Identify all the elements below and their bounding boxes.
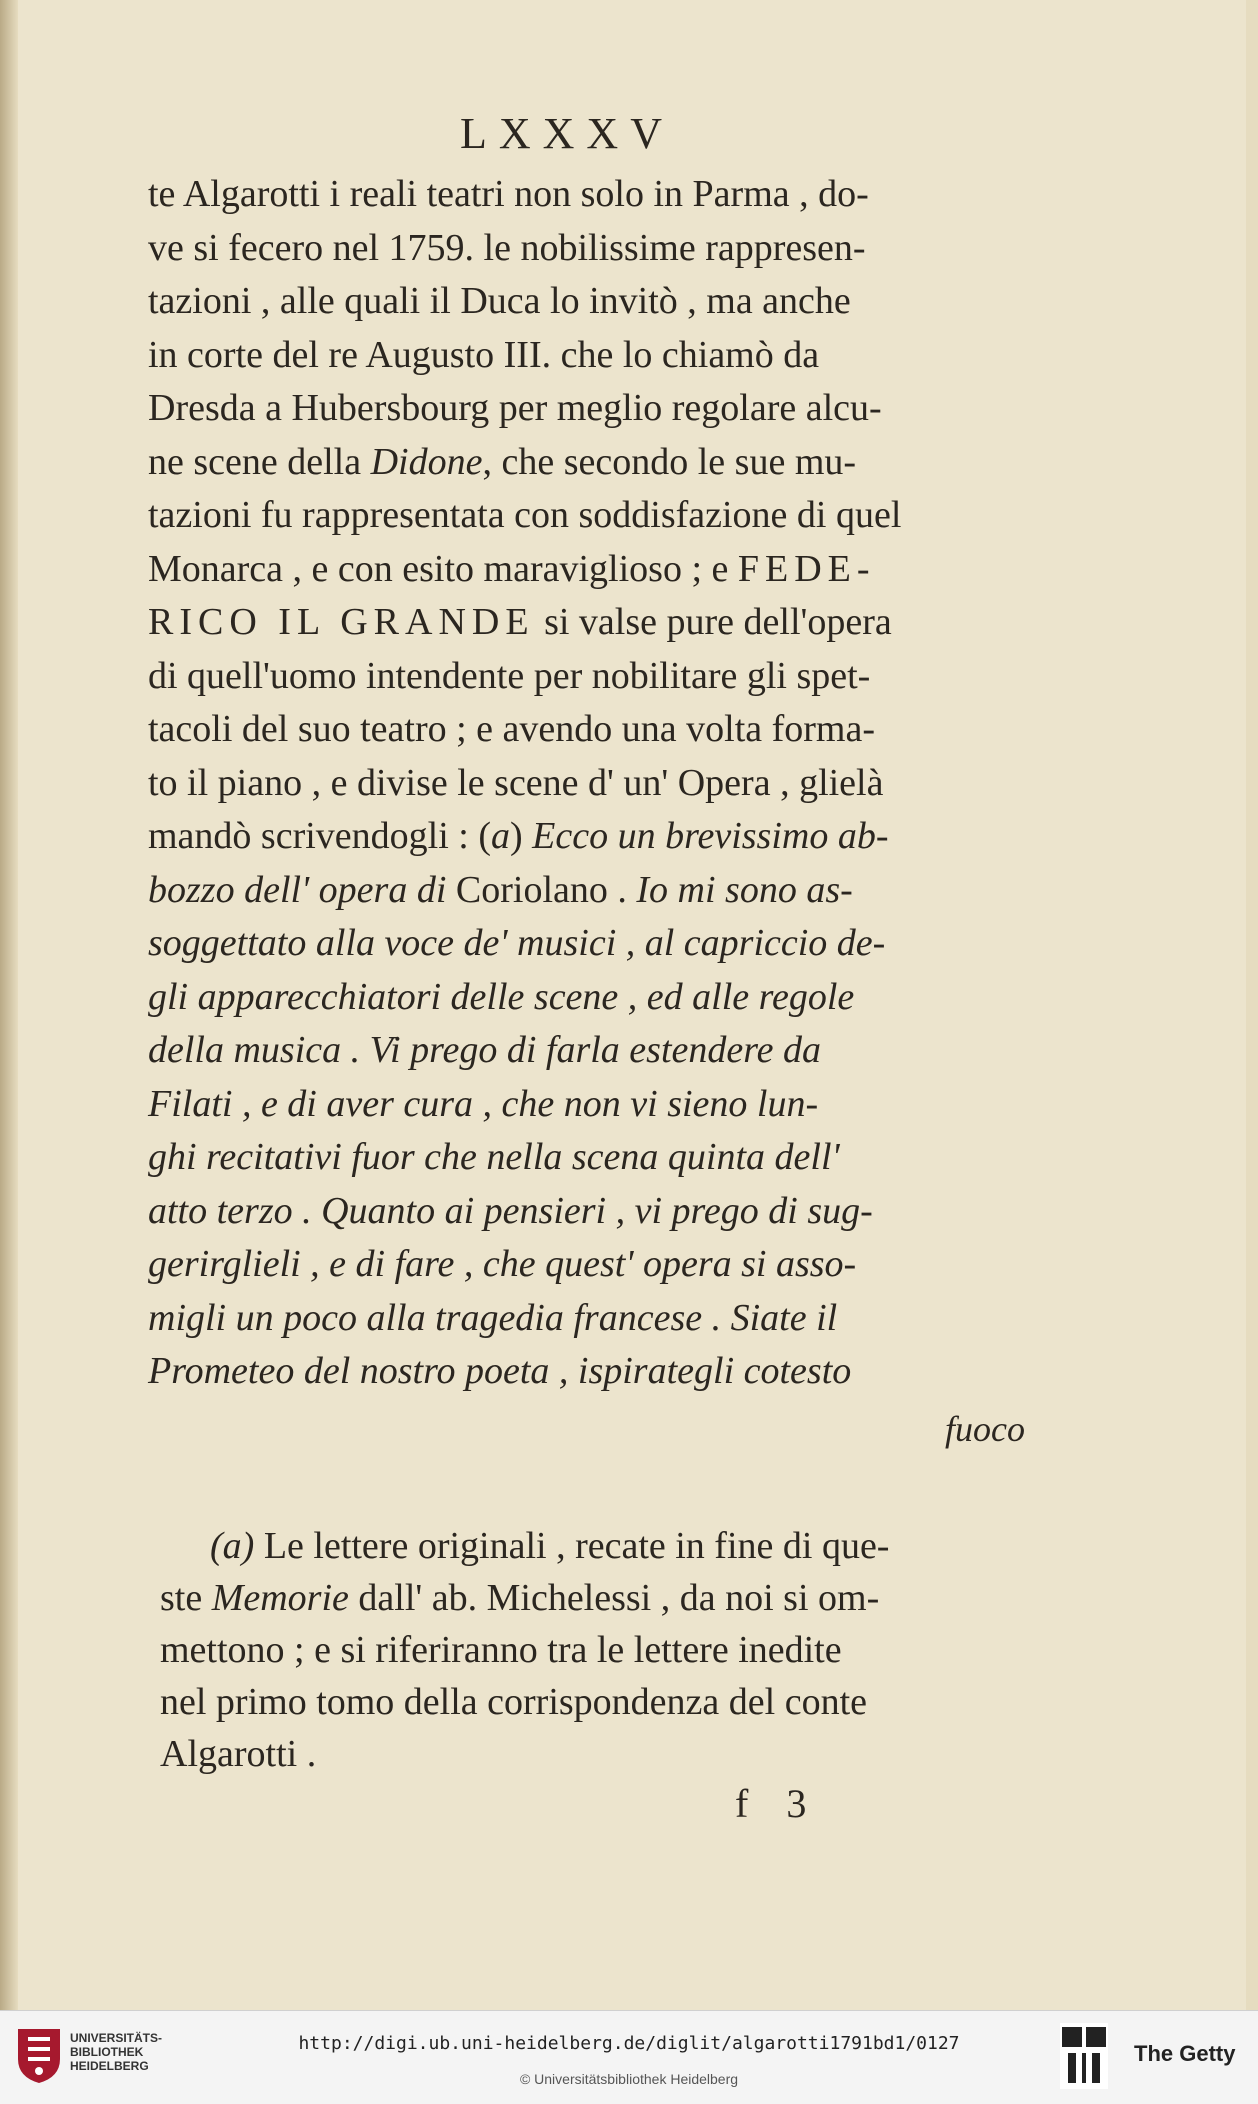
text-line: tacoli del suo teatro ; e avendo una volta forma- [148, 708, 876, 750]
footnote-line: (a) Le lettere originali , recate in fine di que- [210, 1525, 890, 1567]
signature-mark: f 3 [735, 1781, 821, 1826]
text-line: mandò scrivendogli : (a) Ecco un brevissimo ab- [148, 815, 889, 857]
text-line: ve si fecero nel 1759. le nobilissime rappresen- [148, 226, 866, 269]
catchword: fuoco [945, 1409, 1025, 1449]
text-line: bozzo dell' opera di Coriolano . Io mi sono as- [148, 868, 853, 911]
text-line: ne scene della Didone, che secondo le sue mu- [148, 440, 857, 483]
text-line: della musica . Vi prego di farla estendere da [148, 1029, 821, 1071]
text-line: gli apparecchiatori delle scene , ed alle regole [148, 975, 855, 1018]
text-line: in corte del re Augusto III. che lo chiamò da [148, 333, 820, 376]
footnote-line: nel primo tomo della corrispondenza del conte [160, 1681, 867, 1723]
text-line: Dresda a Hubersbourg per meglio regolare alcu- [148, 387, 882, 429]
text-line: atto terzo . Quanto ai pensieri , vi prego di sug- [148, 1189, 873, 1232]
text-line: ghi recitativi fuor che nella scena quinta dell' [148, 1136, 840, 1178]
text-line: to il piano , e divise le scene d' un' Opera , glielà [148, 761, 884, 804]
text-line: Filati , e di aver cura , che non vi sieno lun- [148, 1082, 819, 1125]
text-line: migli un poco alla tragedia francese . Siate il [148, 1296, 838, 1339]
page-header-number: LXXXV [460, 109, 674, 158]
permalink-url[interactable]: http://digi.ub.uni-heidelberg.de/diglit/algarotti1791bd1/0127 [298, 2033, 960, 2054]
footnote-marker: (a) [210, 1525, 255, 1567]
text-line: RICO IL GRANDE si valse pure dell'opera [148, 601, 892, 643]
italic-title: Didone [370, 440, 483, 483]
text-line: gerirglieli , e di fare , che quest' opera si asso- [148, 1243, 857, 1285]
viewer-footer [0, 2010, 1258, 2104]
text-line: Prometeo del nostro poeta , ispirategli cotesto [148, 1350, 852, 1392]
text-line: soggettato alla voce de' musici , al capriccio de- [148, 922, 886, 964]
page-edge-shadow [0, 0, 18, 2010]
text-line: tazioni , alle quali il Duca lo invitò , ma anche [148, 280, 851, 322]
footnote-line: ste Memorie dall' ab. Michelessi , da noi si om- [160, 1577, 880, 1619]
copyright-notice: © Universitätsbibliothek Heidelberg [519, 2071, 739, 2087]
text-line: tazioni fu rappresentata con soddisfazione di quel [148, 494, 902, 536]
text-line: di quell'uomo intendente per nobilitare gli spet- [148, 654, 871, 697]
footnote-line: mettono ; e si riferiranno tra le lettere inedite [160, 1629, 842, 1671]
footnote [160, 1520, 1110, 1780]
text-line: Monarca , e con esito maraviglioso ; e FEDE- [148, 547, 876, 590]
getty-logo-icon [1060, 2023, 1108, 2089]
main-text [148, 168, 1098, 1399]
partner-name: The Getty [1134, 2041, 1236, 2066]
text-line: te Algarotti i reali teatri non solo in Parma , do- [148, 173, 869, 215]
footnote-line: Algarotti . [160, 1733, 317, 1775]
university-name: UNIVERSITÄTS- BIBLIOTHEK HEIDELBERG [70, 2031, 163, 2073]
